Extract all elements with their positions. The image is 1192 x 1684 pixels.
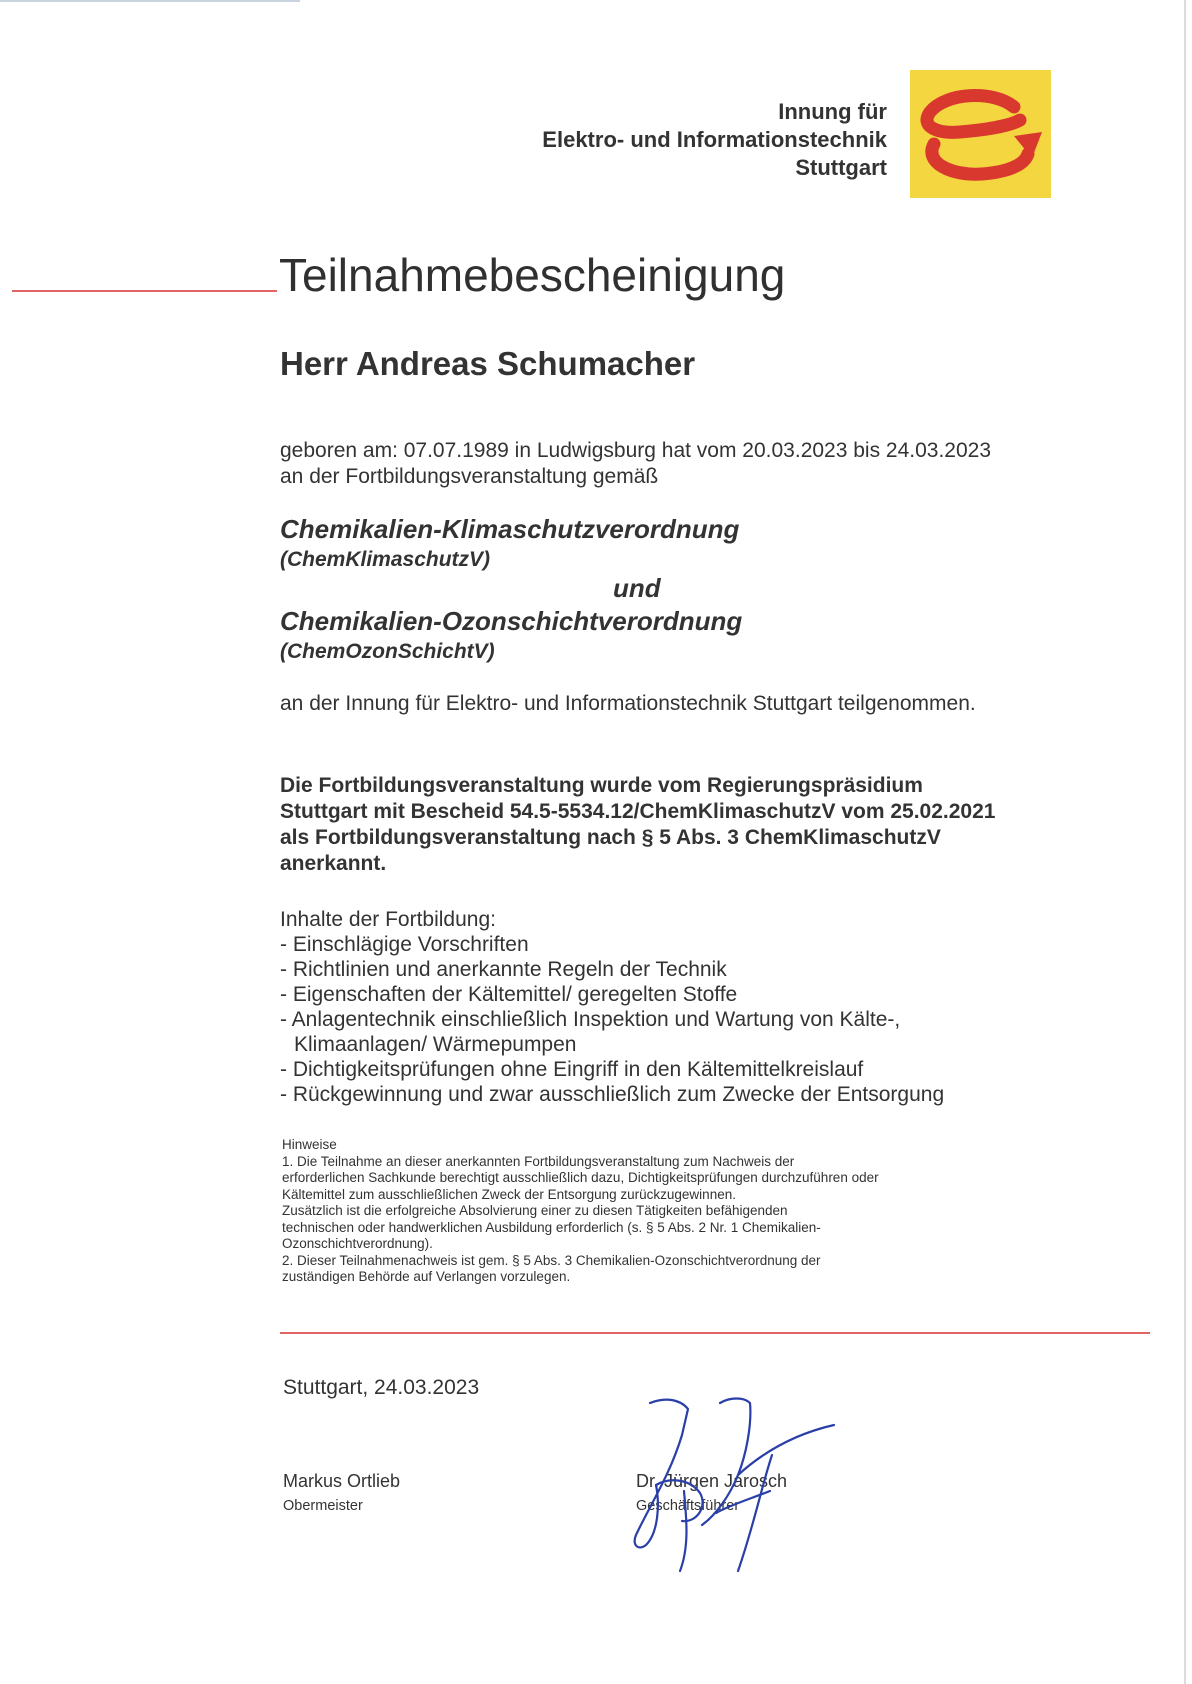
approval-paragraph: Die Fortbildungsveranstaltung wurde vom Regierungspräsidium Stuttgart mit Bescheid 54.5-5534.12/ChemKlimaschutzV vom 25.02.2021 als Fortbildungsveranstaltung nach § 5 Abs. 3 ChemKlimaschutzV anerkannt. (280, 774, 996, 875)
footer-rule (280, 1332, 1150, 1334)
list-item: - Rückgewinnung und zwar ausschließlich zum Zwecke der Entsorgung (280, 1083, 945, 1106)
e-marke-logo-graphic (910, 70, 1051, 198)
regulation-2-abbreviation: (ChemOzonSchichtV) (280, 640, 495, 663)
notes-line: 1. Die Teilnahme an dieser anerkannten Fortbildungsveranstaltung zum Nachweis der (282, 1153, 795, 1169)
notes-line: Ozonschichtverordnung). (282, 1236, 433, 1251)
list-item: - Einschlägige Vorschriften (280, 933, 529, 956)
notes-line: 2. Dieser Teilnahmenachweis ist gem. § 5 Abs. 3 Chemikalien-Ozonschichtverordnung der (282, 1252, 821, 1268)
e-marke-logo-icon (910, 70, 1051, 198)
signatory-2-role: Geschäftsführer (636, 1498, 740, 1514)
logo-upper-swoosh (927, 96, 1020, 133)
list-item: - Anlagentechnik einschließlich Inspektion und Wartung von Kälte-, (280, 1008, 901, 1031)
signatory-1 (283, 1471, 400, 1514)
handwritten-signature (620, 1395, 860, 1575)
recipient-name: Herr Andreas Schumacher (280, 345, 696, 382)
place-and-date: Stuttgart, 24.03.2023 (283, 1376, 480, 1399)
intro-paragraph: geboren am: 07.07.1989 in Ludwigsburg hat vom 20.03.2023 bis 24.03.2023 an der Fortbildungsveranstaltung gemäß (280, 439, 992, 488)
scan-edge-top (0, 0, 300, 2)
list-item: - Richtlinien und anerkannte Regeln der Technik (280, 958, 727, 981)
regulation-connector: und (613, 573, 661, 603)
signatory-1-name: Markus Ortlieb (283, 1471, 401, 1491)
participation-paragraph: an der Innung für Elektro- und Informationstechnik Stuttgart teilgenommen. (280, 692, 976, 715)
notes-heading: Hinweise (282, 1137, 337, 1152)
title-rule (12, 290, 277, 292)
notes-line: erforderlichen Sachkunde berechtigt ausschließlich dazu, Dichtigkeitsprüfungen durchzuführen oder (282, 1170, 879, 1185)
notes-line: technischen oder handwerklichen Ausbildung erforderlich (s. § 5 Abs. 2 Nr. 1 Chemikalien- (282, 1219, 821, 1235)
signature-strokes (620, 1395, 860, 1575)
regulation-1-abbreviation: (ChemKlimaschutzV) (280, 548, 491, 571)
logo-lower-swoosh (932, 144, 1028, 174)
notes-line: zuständigen Behörde auf Verlangen vorzulegen. (282, 1269, 571, 1284)
notes-line: Zusätzlich ist die erfolgreiche Absolvierung einer zu diesen Tätigkeiten befähigenden (282, 1203, 788, 1218)
regulation-2-title: Chemikalien-Ozonschichtverordnung (280, 606, 743, 636)
scan-edge-right (1184, 0, 1186, 1684)
signatory-2-name: Dr. Jürgen Jarosch (636, 1471, 788, 1491)
organization-header (542, 98, 887, 182)
organization-line-1: Innung für (778, 99, 887, 124)
list-item: - Dichtigkeitsprüfungen ohne Eingriff in den Kältemittelkreislauf (280, 1058, 864, 1081)
notes-section (282, 1137, 1002, 1286)
signatory-1-role: Obermeister (283, 1498, 363, 1514)
organization-line-2: Elektro- und Informationstechnik (542, 127, 887, 152)
course-contents-heading: Inhalte der Fortbildung: (280, 908, 496, 931)
document-title: Teilnahmebescheinigung (279, 249, 786, 301)
organization-line-3: Stuttgart (795, 155, 887, 180)
list-item-continuation: Klimaanlagen/ Wärmepumpen (294, 1033, 577, 1056)
notes-line: Kältemittel zum ausschließlichen Zweck der Entsorgung zurückzugewinnen. (282, 1186, 736, 1202)
regulation-1-title: Chemikalien-Klimaschutzverordnung (280, 514, 740, 544)
course-contents (280, 907, 944, 1107)
list-item: - Eigenschaften der Kältemittel/ geregelten Stoffe (280, 983, 738, 1006)
